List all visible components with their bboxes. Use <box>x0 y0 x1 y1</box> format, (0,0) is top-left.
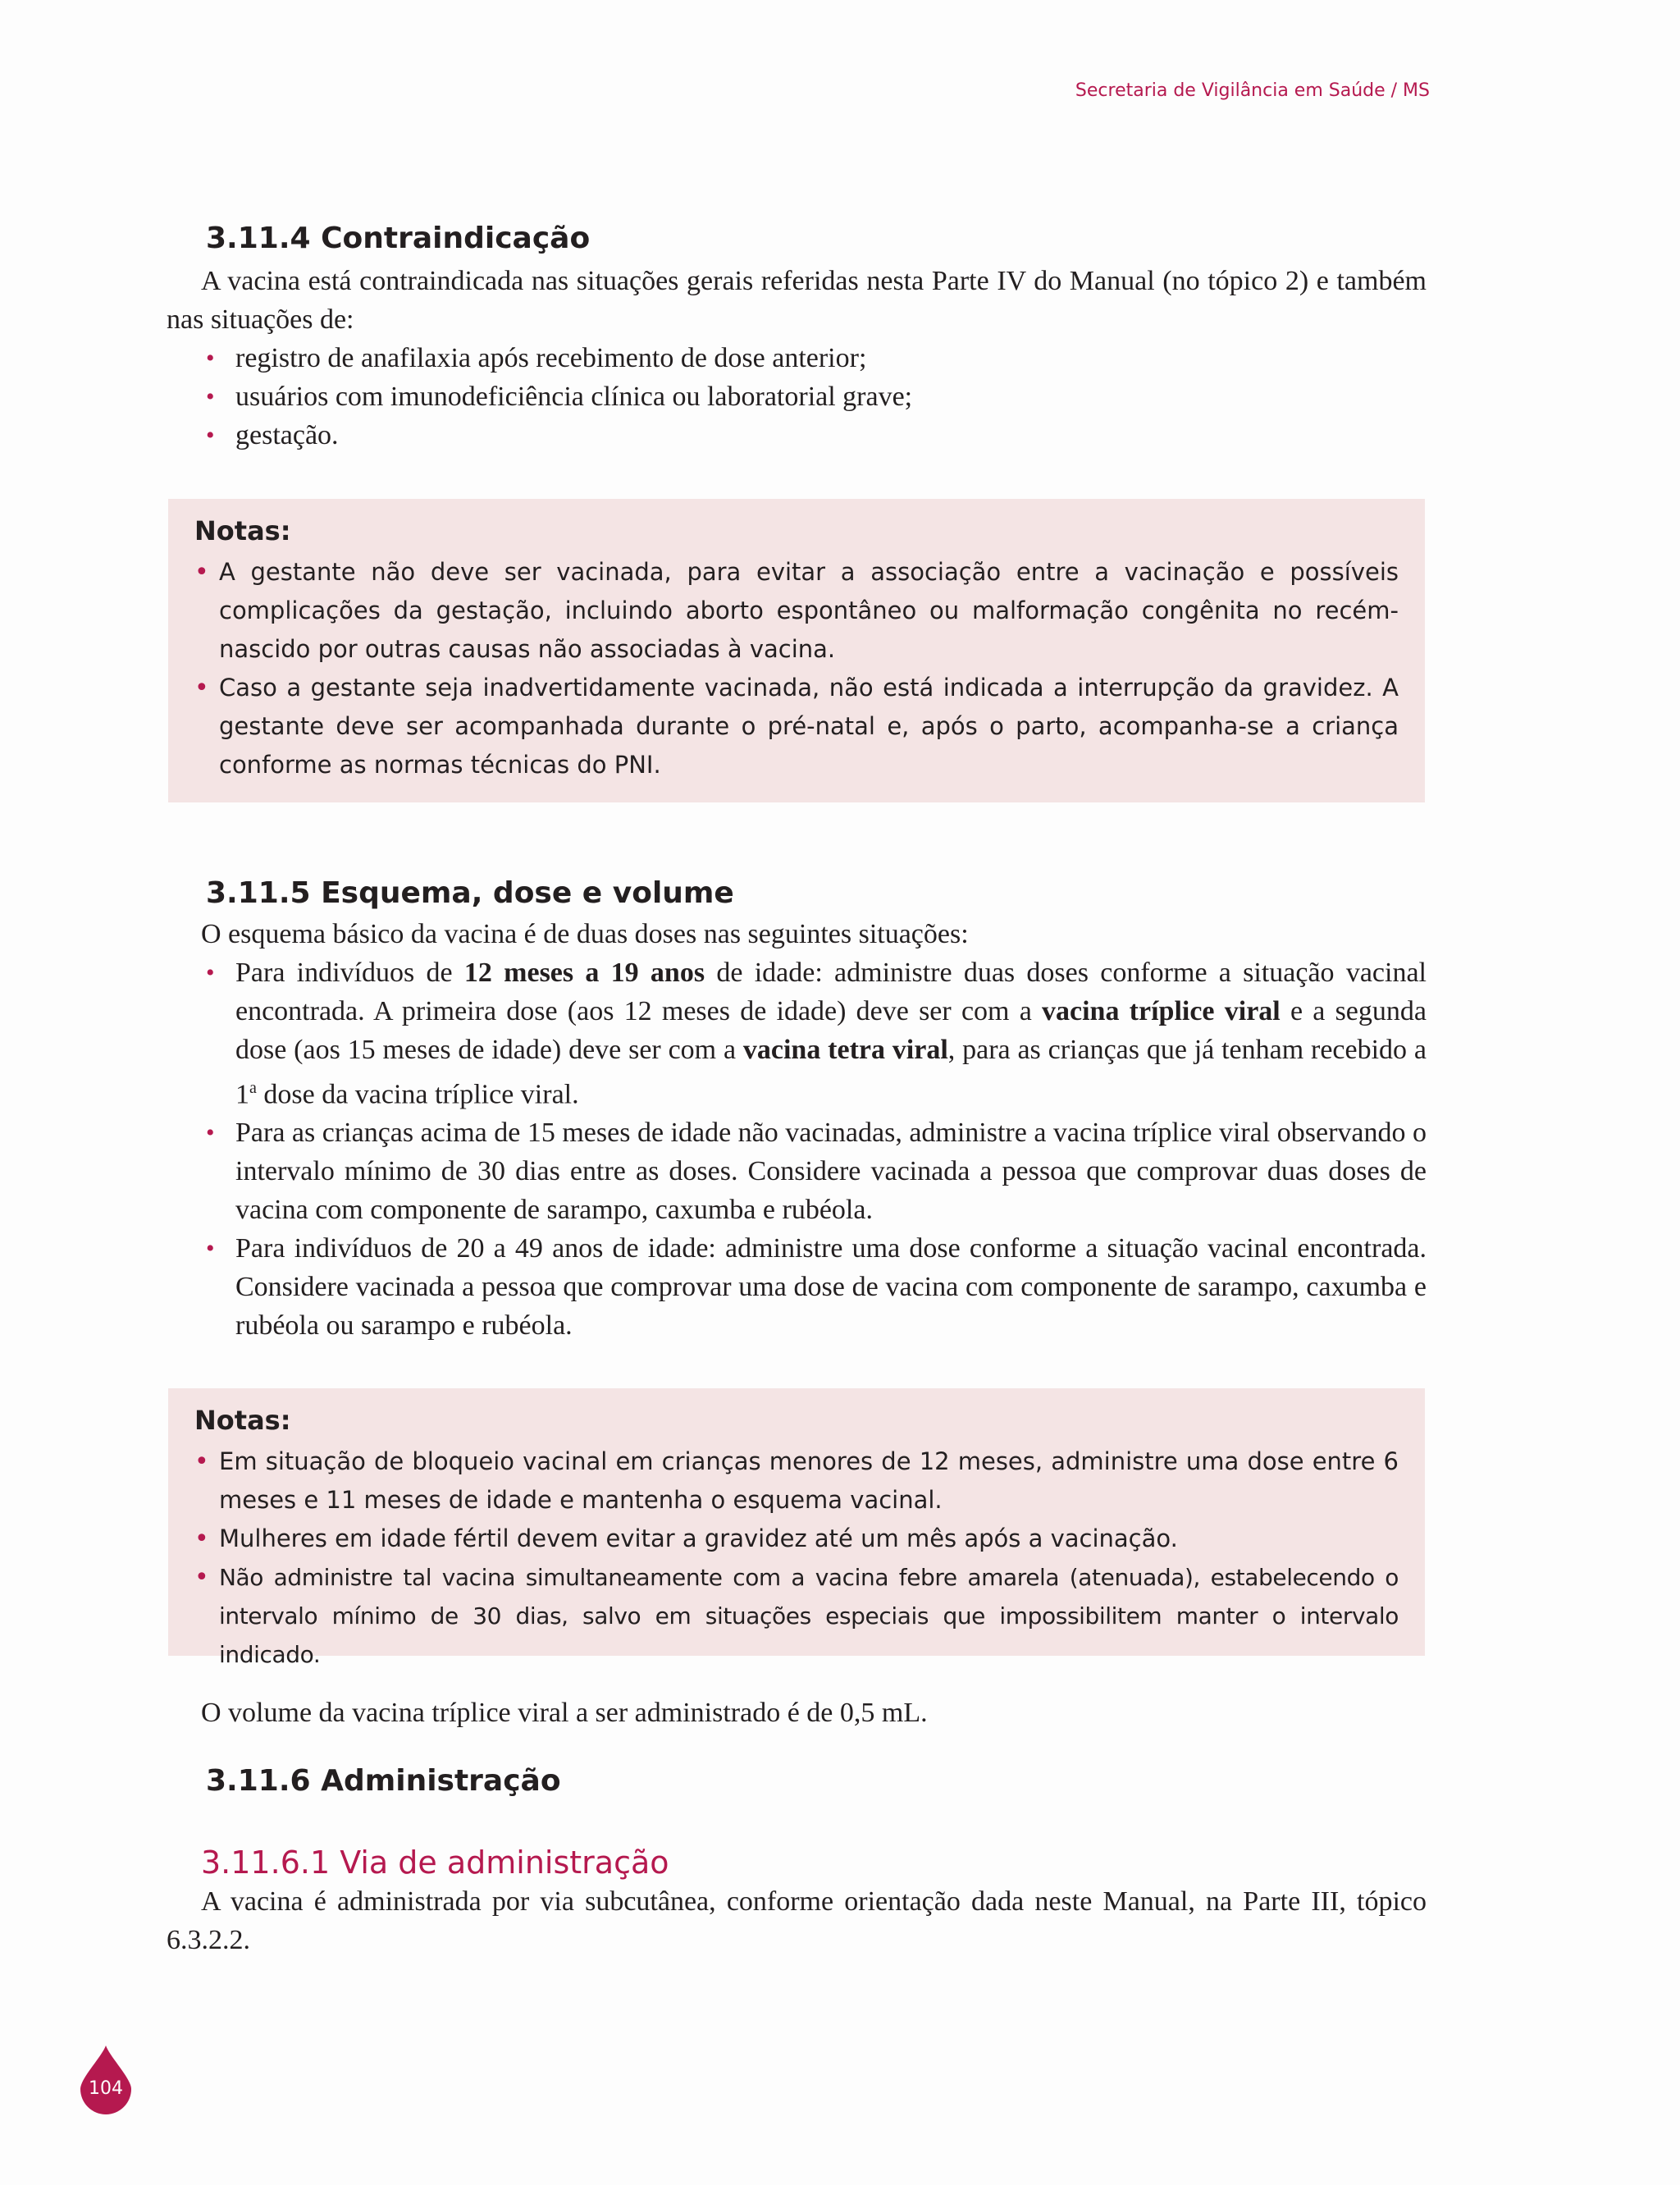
volume-paragraph-wrap <box>167 1694 1427 1732</box>
note-item: • A gestante não deve ser vacinada, para evitar a associação entre a vacinação e possíveis complicações da gestação, incluindo aborto espontâneo ou malformação congênita no recém-nascido por outras causas não associadas à vacina. <box>194 553 1399 669</box>
paragraph: A vacina está contraindicada nas situações gerais referidas nesta Parte IV do Manual (no tópico 2) e também nas situações de: <box>167 266 1427 335</box>
section-heading: 3.11.4 Contraindicação <box>206 222 591 255</box>
bullet-list <box>167 339 1427 455</box>
page-number-badge <box>80 2046 131 2114</box>
note-item: • Mulheres em idade fértil devem evitar a gravidez até um mês após a vacinação. <box>194 1520 1399 1558</box>
list-item: • usuários com imunodeficiência clínica ou laboratorial grave; <box>167 377 1427 416</box>
note-item: • Caso a gestante seja inadvertidamente vacinada, não está indicada a interrupção da gravidez. A gestante deve ser acompanhada durante o pré-natal e, após o parto, acompanha-se a criança conforme as normas técnicas do PNI. <box>194 669 1399 784</box>
section-esquema <box>167 876 1427 1345</box>
notes-title: Notas: <box>194 515 291 546</box>
section-heading: 3.11.5 Esquema, dose e volume <box>206 876 734 910</box>
notes-title: Notas: <box>194 1405 291 1436</box>
note-item: • Em situação de bloqueio vacinal em crianças menores de 12 meses, administre uma dose entre 6 meses e 11 meses de idade e mantenha o esquema vacinal. <box>194 1442 1399 1520</box>
list-item: • registro de anafilaxia após recebimento de dose anterior; <box>167 339 1427 377</box>
subsection-heading: 3.11.6.1 Via de administração <box>201 1844 669 1881</box>
paragraph: O esquema básico da vacina é de duas doses nas seguintes situações: <box>201 919 969 949</box>
list-item: • gestação. <box>167 416 1427 455</box>
list-item: • Para indivíduos de 20 a 49 anos de idade: administre uma dose conforme a situação vacinal encontrada. Considere vacinada a pessoa que comprovar uma dose de vacina com componente de sarampo, caxumba e rubéola ou sarampo e rubéola. <box>167 1229 1427 1345</box>
section-heading: 3.11.6 Administração <box>206 1764 561 1798</box>
notes-list <box>194 553 1399 784</box>
paragraph: A vacina é administrada por via subcutânea, conforme orientação dada neste Manual, na Parte III, tópico 6.3.2.2. <box>167 1886 1427 1955</box>
notes-box <box>168 1388 1425 1668</box>
list-item: • Para indivíduos de 12 meses a 19 anos de idade: administre duas doses conforme a situação vacinal encontrada. A primeira dose (aos 12 meses de idade) deve ser com a vacina tríplice viral e a segunda dose (aos 15 meses de idade) deve ser com a vacina tetra viral, para as crianças que já tenham recebido a 1$^a$ dose da vacina tríplice viral. <box>167 953 1427 1113</box>
subsection-via <box>167 1844 1427 1959</box>
notes-box <box>168 499 1425 802</box>
section-administracao <box>167 1764 1427 1798</box>
page-number: 104 <box>89 2078 123 2099</box>
list-item: • Para as crianças acima de 15 meses de idade não vacinadas, administre a vacina tríplice viral observando o intervalo mínimo de 30 dias entre as doses. Considere vacinada a pessoa que comprovar duas doses de vacina com componente de sarampo, caxumba e rubéola. <box>167 1113 1427 1229</box>
paragraph: O volume da vacina tríplice viral a ser administrado é de 0,5 mL. <box>201 1698 928 1728</box>
bullet-list <box>167 953 1427 1345</box>
notes-list <box>194 1442 1399 1674</box>
section-contraindicacao <box>167 222 1427 455</box>
running-header: Secretaria de Vigilância em Saúde / MS <box>1075 80 1430 101</box>
note-item: • Não administre tal vacina simultaneamente com a vacina febre amarela (atenuada), estabelecendo o intervalo mínimo de 30 dias, salvo em situações especiais que impossibilitem manter o intervalo indicado. <box>194 1558 1399 1674</box>
